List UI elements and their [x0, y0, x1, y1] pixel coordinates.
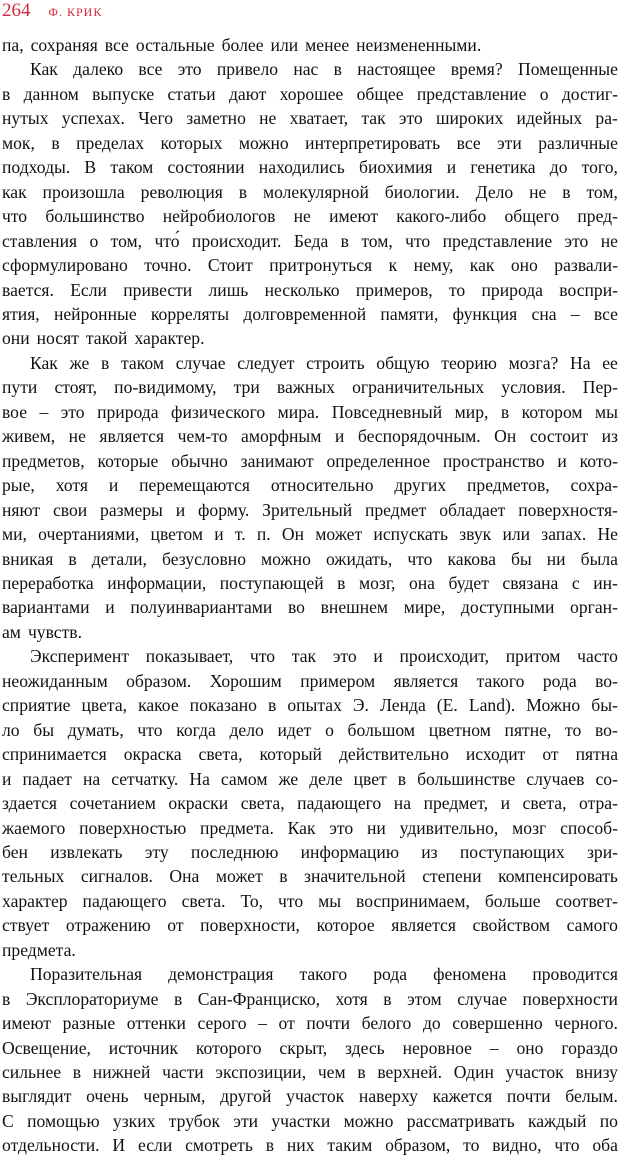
text-line: переработка информации, поступающей в мозг, она будет связана с ин- [2, 572, 618, 593]
text-line: предметов, которые обычно занимают определенное пространство и кото- [2, 450, 618, 471]
text-line: Поразительная демонстрация такого рода феномена проводится [30, 964, 618, 985]
text-line: тельных сигналов. Она может в значительной степени компенсировать [2, 866, 618, 887]
text-line: ам чувств. [2, 621, 83, 642]
text-line: Эксперимент показывает, что так это и происходит, притом часто [30, 646, 618, 667]
text-line: мок, в пределах которых можно интерпретировать все эти различные [2, 132, 618, 153]
text-line: предмета. [2, 939, 76, 960]
text-line: вается. Если привести лишь несколько примеров, то природа воспри- [2, 279, 618, 300]
text-line: в Эксплораториуме в Сан-Франциско, хотя в этом случае поверхности [2, 988, 618, 1009]
text-line: вникая в детали, безусловно можно ожидать, что какова бы ни была [2, 548, 618, 569]
text-line: па, сохраняя все остальные более или менее неизмененными. [2, 35, 482, 55]
text-line: вое – это природа физического мира. Повседневный мир, в котором мы [2, 401, 618, 422]
text-line: здается сочетанием окраски света, падающего на предмет, и света, отра- [2, 793, 618, 814]
text-line: Как далеко все это привело нас в настоящее время? Помещенные [30, 59, 618, 80]
text-line: пути стоят, по-видимому, три важных ограничительных условия. Пер- [2, 377, 618, 398]
text-line: ми, очертаниями, цветом и т. п. Он может испускать звук или запах. Не [2, 524, 618, 545]
text-line: вариантами и полуинвариантами во внешнем мире, доступными орган- [2, 597, 618, 618]
running-head-author: Ф. КРИК [48, 5, 103, 19]
text-line: ставления о том, что́ происходит. Беда в том, что представление это не [2, 230, 618, 251]
text-line: отдельности. И если смотреть в них таким образом, то видно, что оба [2, 1135, 618, 1156]
running-head [2, 0, 102, 26]
text-line: Как же в таком случае следует строить общую теорию мозга? На ее [30, 352, 618, 373]
text-line: и падает на сетчатку. На самом же деле цвет в большинстве случаев со- [2, 768, 618, 789]
text-line: бен извлекать эту последнюю информацию из поступающих зри- [2, 841, 618, 862]
text-line: характер падающего света. То, что мы воспринимаем, больше соответ- [2, 890, 618, 911]
text-line: неожиданным образом. Хорошим примером является такого рода во- [2, 670, 618, 691]
body-text [2, 33, 618, 1158]
text-line: сприятие цвета, какое показано в опытах Э. Ленда (E. Land). Можно бы- [2, 695, 618, 716]
text-line: живем, не является чем-то аморфным и беспорядочным. Он состоит из [2, 426, 618, 447]
text-line: С помощью узких трубок эти участки можно рассматривать каждый по [2, 1110, 618, 1131]
text-line: Освещение, источник которого скрыт, здесь неровное – оно гораздо [2, 1037, 618, 1058]
text-line: сформулировано точно. Стоит притронуться к нему, как оно развали- [2, 255, 618, 276]
text-line: нутых успехах. Чего заметно не хватает, так это широких идейных ра- [2, 108, 618, 129]
text-line: что большинство нейробиологов не имеют какого-либо общего пред- [2, 206, 618, 227]
text-line: имеют разные оттенки серого – от почти белого до совершенно черного. [2, 1013, 618, 1034]
text-line: ствует отражению от поверхности, которое является свойством самого [2, 915, 618, 936]
text-line: как произошла революция в молекулярной биологии. Дело не в том, [2, 181, 618, 202]
text-line: рые, хотя и перемещаются относительно других предметов, сохра- [2, 475, 618, 496]
text-line: ятия, нейронные корреляты долговременной памяти, функция сна – все [2, 303, 618, 324]
text-line: подходы. В таком состоянии находились биохимия и генетика до того, [2, 157, 618, 178]
text-line: они носят такой характер. [2, 328, 205, 349]
text-line: в данном выпуске статьи дают хорошее общее представление о достиг- [2, 83, 618, 104]
text-line: выглядит очень черным, другой участок наверху кажется почти белым. [2, 1086, 618, 1107]
text-line: няют свои размеры и форму. Зрительный предмет обладает поверхностя- [2, 499, 618, 520]
text-line: жаемого поверхностью предмета. Как это ни удивительно, мозг способ- [2, 817, 618, 838]
text-line: сильнее в нижней части экспозиции, чем в верхней. Один участок внизу [2, 1062, 618, 1083]
text-line: спринимается окраска света, который действительно исходит от пятна [2, 744, 618, 765]
page-number: 264 [2, 0, 31, 21]
text-line: ло бы думать, что когда дело идет о большом цветном пятне, то во- [2, 719, 618, 740]
